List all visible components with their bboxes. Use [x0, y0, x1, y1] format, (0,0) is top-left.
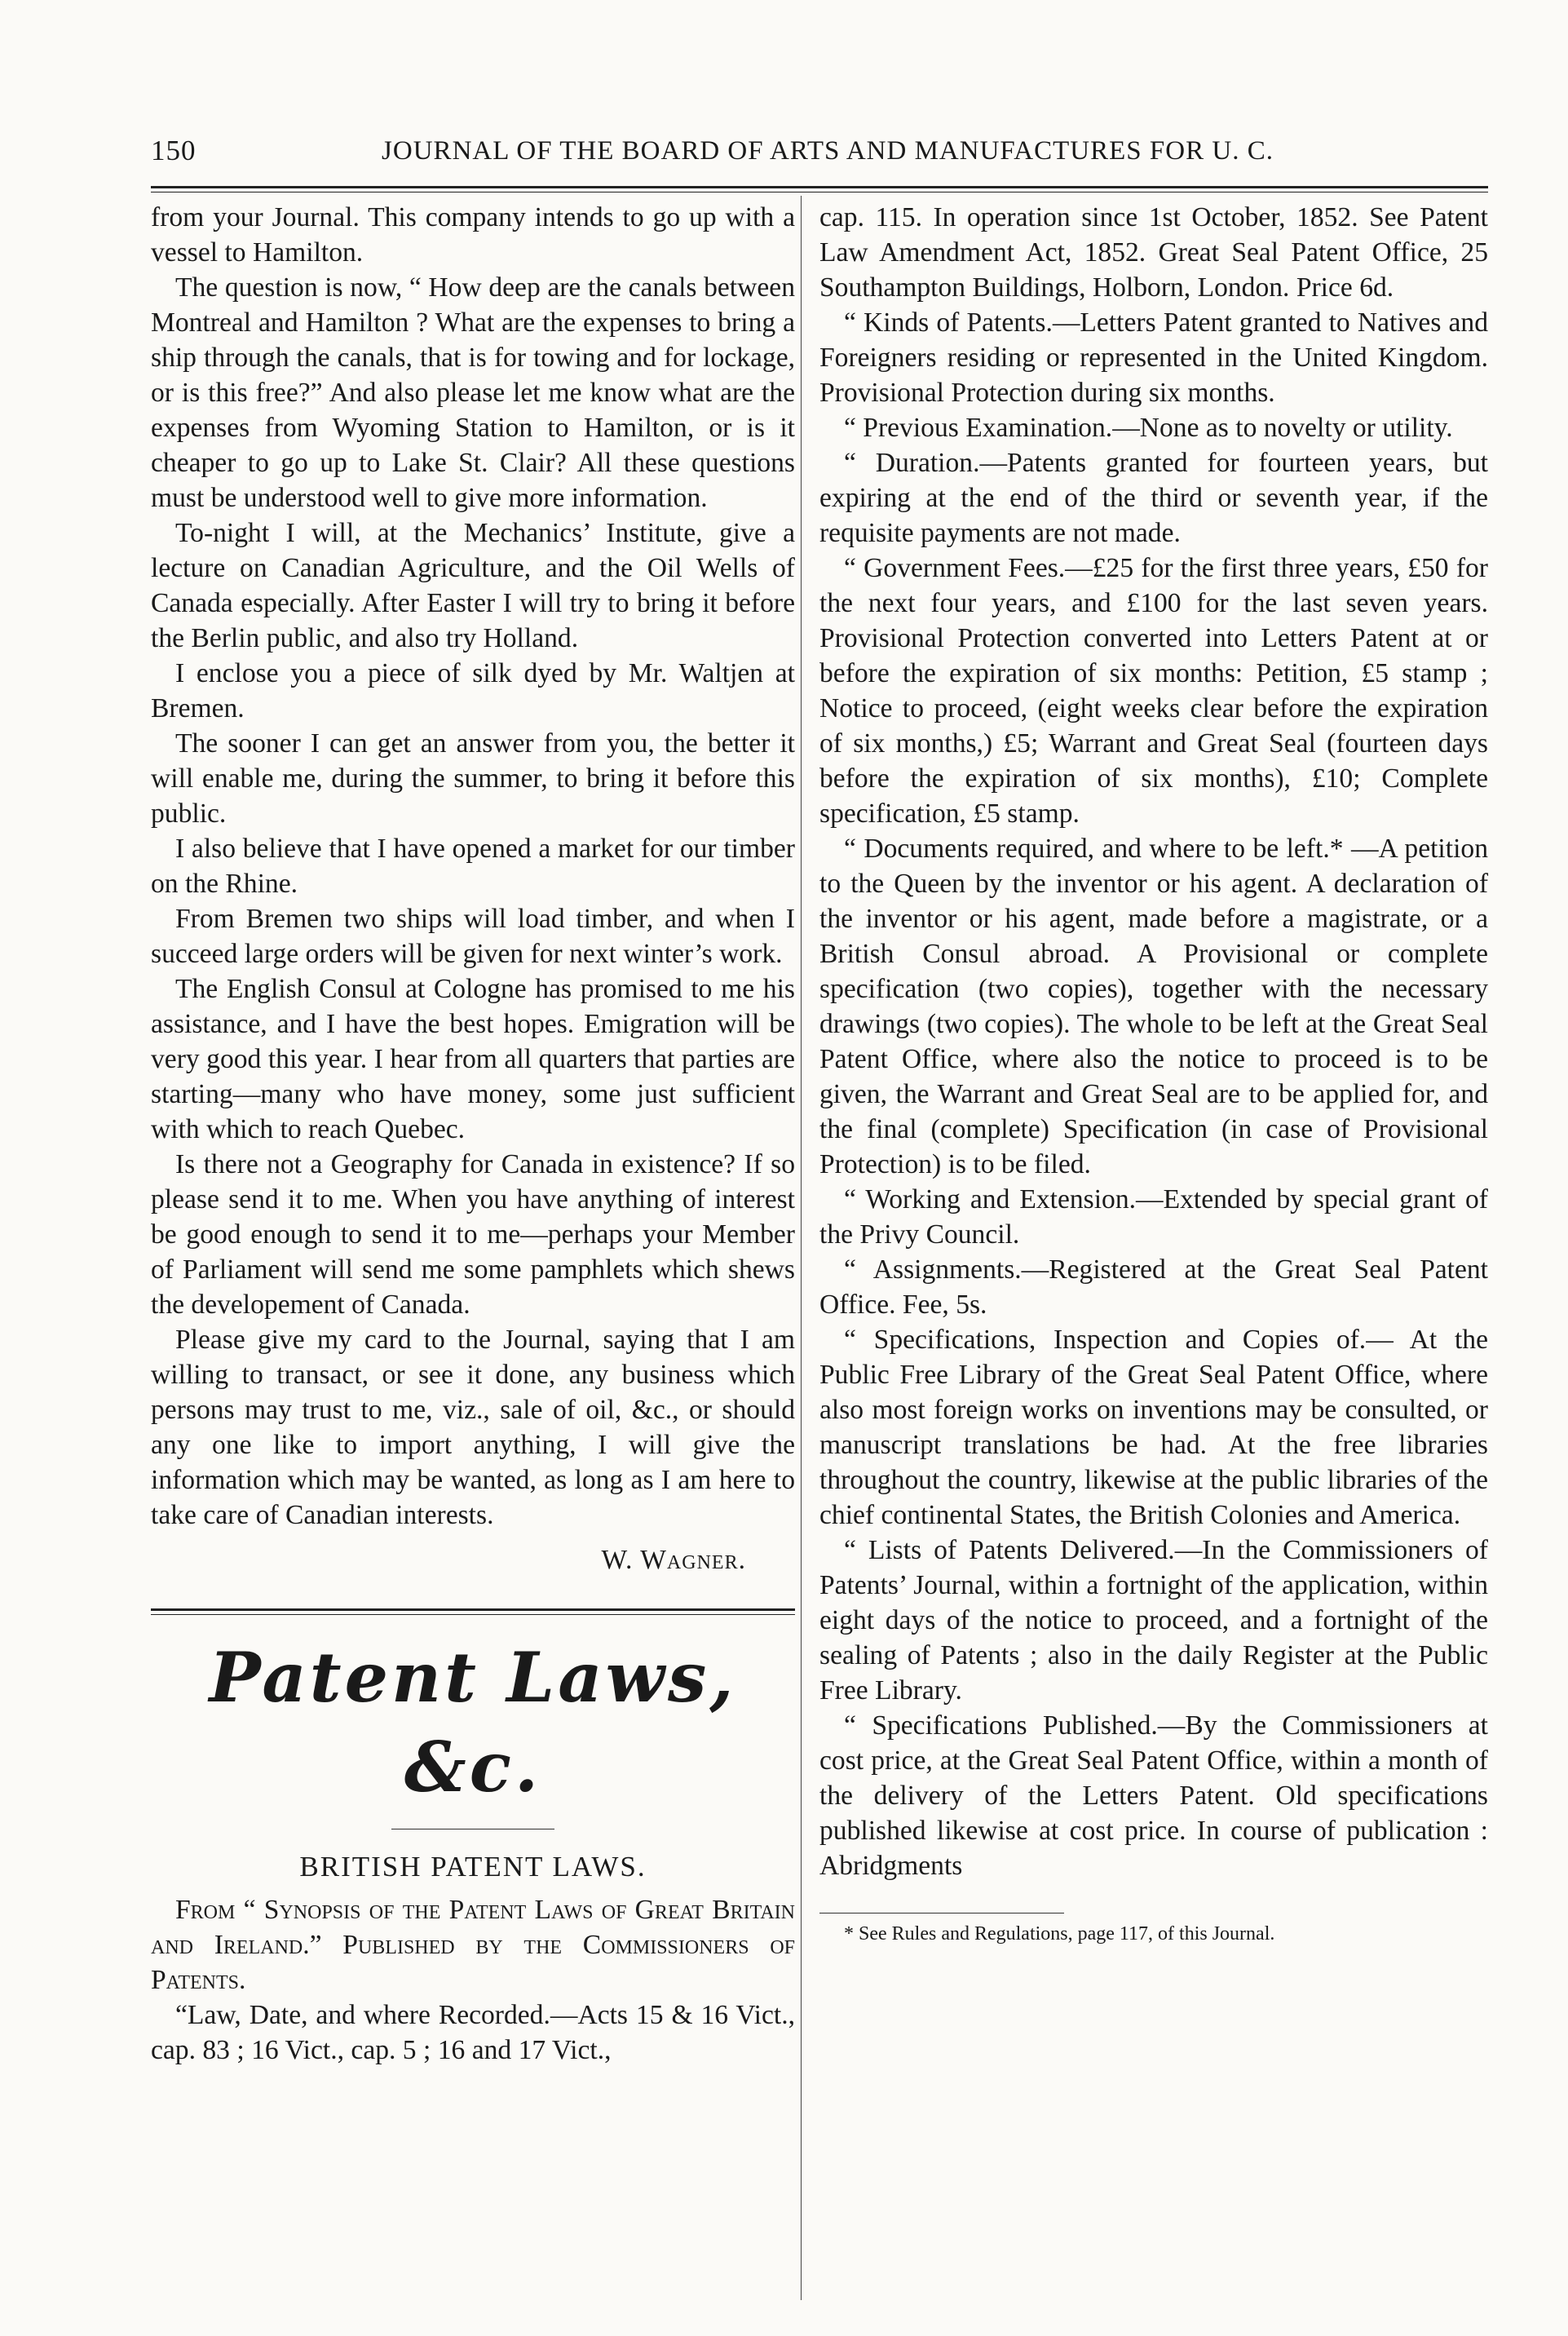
- column-separator: [801, 196, 802, 2300]
- letter-paragraph: The question is now, “ How deep are the canals between Montreal and Hamilton ? What are the expenses to bring a ship through the canals, that is for towing and for lockage, or is this free?” And also please let me know what are the expenses from Wyoming Station to Hamilton, or is it cheaper to go up to Lake St. Clair? All these questions must be understood well to give more information.: [151, 272, 795, 513]
- patent-paragraph: “ Working and Extension.—Extended by special grant of the Privy Council.: [819, 1184, 1488, 1250]
- section-rule: [151, 1608, 795, 1615]
- left-column: [151, 200, 795, 2068]
- patent-paragraph: cap. 115. In operation since 1st October, 1852. See Patent Law Amendment Act, 1852. Great Seal Patent Office, 25 Southampton Buildings, Holborn, London. Price 6d.: [819, 202, 1488, 303]
- patent-paragraph: “ Duration.—Patents granted for fourteen years, but expiring at the end of the third or seventh year, if the requisite payments are not made.: [819, 448, 1488, 548]
- patent-paragraph: “ Government Fees.—£25 for the first three years, £50 for the next four years, and £100 for the last seven years. Provisional Protection converted into Letters Patent at or before the expiration of six months: Petition, £5 stamp ; Notice to proceed, (eight weeks clear before the expiration of six months,) £5; Warrant and Great Seal (fourteen days before the expiration of six months), £10; Complete specification, £5 stamp.: [819, 553, 1488, 829]
- patent-paragraph: “ Lists of Patents Delivered.—In the Commissioners of Patents’ Journal, within a fortnight of the application, within eight days of the notice to proceed, and a fortnight of the sealing of Patents ; also in the daily Register at the Public Free Library.: [819, 1535, 1488, 1706]
- signature: W. Wagner.: [601, 1545, 746, 1575]
- page-number: 150: [151, 135, 197, 166]
- patent-paragraph: “ Kinds of Patents.—Letters Patent granted to Natives and Foreigners residing or represented in the United Kingdom. Provisional Protection during six months.: [819, 307, 1488, 408]
- letter-paragraph: Please give my card to the Journal, saying that I am willing to transact, or see it done, any business which persons may trust to me, viz., sale of oil, &c., or should any one like to import anything, I will give the information which may be wanted, as long as I am here to take care of Canadian interests.: [151, 1325, 795, 1530]
- letter-paragraph: Is there not a Geography for Canada in existence? If so please send it to me. When you have anything of interest be good enough to send it to me—perhaps your Member of Parliament will send me some pamphlets which shews the developement of Canada.: [151, 1149, 795, 1320]
- running-head: JOURNAL OF THE BOARD OF ARTS AND MANUFACTURES FOR U. C.: [382, 135, 1274, 166]
- patent-paragraph: “ Specifications, Inspection and Copies of.— At the Public Free Library of the Great Seal Patent Office, where also most foreign works on inventions may be consulted, or manuscript translations be had. At the free libraries throughout the country, likewise at the public libraries of the chief continental States, the British Colonies and America.: [819, 1325, 1488, 1530]
- intro-paragraph: From “ Synopsis of the Patent Laws of Great Britain and Ireland.” Published by the Commissioners of Patents.: [151, 1895, 795, 1995]
- right-column: [819, 200, 1488, 1946]
- letter-paragraph: To-night I will, at the Mechanics’ Institute, give a lecture on Canadian Agriculture, and the Oil Wells of Canada especially. After Easter I will try to bring it before the Berlin public, and also try Holland.: [151, 518, 795, 653]
- letter-paragraph: from your Journal. This company intends to go up with a vessel to Hamilton.: [151, 202, 795, 268]
- footnote: * See Rules and Regulations, page 117, of this Journal.: [844, 1923, 1275, 1944]
- letter-paragraph: The English Consul at Cologne has promised to me his assistance, and I have the best hopes. Emigration will be very good this year. I hear from all quarters that parties are starting—many who have money, some just sufficient with which to reach Quebec.: [151, 974, 795, 1144]
- intro-paragraph: “Law, Date, and where Recorded.—Acts 15 & 16 Vict., cap. 83 ; 16 Vict., cap. 5 ; 16 and 17 Vict.,: [151, 2000, 795, 2065]
- patent-paragraph: “ Assignments.—Registered at the Great Seal Patent Office. Fee, 5s.: [819, 1254, 1488, 1320]
- letter-paragraph: I also believe that I have opened a market for our timber on the Rhine.: [151, 834, 795, 899]
- letter-paragraph: The sooner I can get an answer from you, the better it will enable me, during the summer, to bring it before this public.: [151, 728, 795, 829]
- article-heading: BRITISH PATENT LAWS.: [299, 1851, 647, 1883]
- page-header: [151, 122, 1472, 179]
- patent-paragraph: “ Previous Examination.—None as to novelty or utility.: [844, 413, 1453, 443]
- patent-paragraph: “ Documents required, and where to be left.* —A petition to the Queen by the inventor or his agent. A declaration of the inventor or his agent, made before a magistrate, or a British Consul abroad. A Provisional or complete specification (two copies), together with the necessary drawings (two copies). The whole to be left at the Great Seal Patent Office, where also the notice to proceed is to be given, the Warrant and Great Seal are to be applied for, and the final (complete) Specification (in case of Provisional Protection) is to be filed.: [819, 834, 1488, 1179]
- letter-paragraph: I enclose you a piece of silk dyed by Mr. Waltjen at Bremen.: [151, 658, 795, 723]
- header-rule: [151, 186, 1488, 192]
- patent-paragraph: “ Specifications Published.—By the Commissioners at cost price, at the Great Seal Patent Office, within a month of the delivery of the Letters Patent. Old specifications published likewise at cost price. In course of publication : Abridgments: [819, 1710, 1488, 1881]
- letter-paragraph: From Bremen two ships will load timber, and when I succeed large orders will be given for next winter’s work.: [151, 904, 795, 969]
- section-title: Patent Laws, &c.: [209, 1637, 737, 1807]
